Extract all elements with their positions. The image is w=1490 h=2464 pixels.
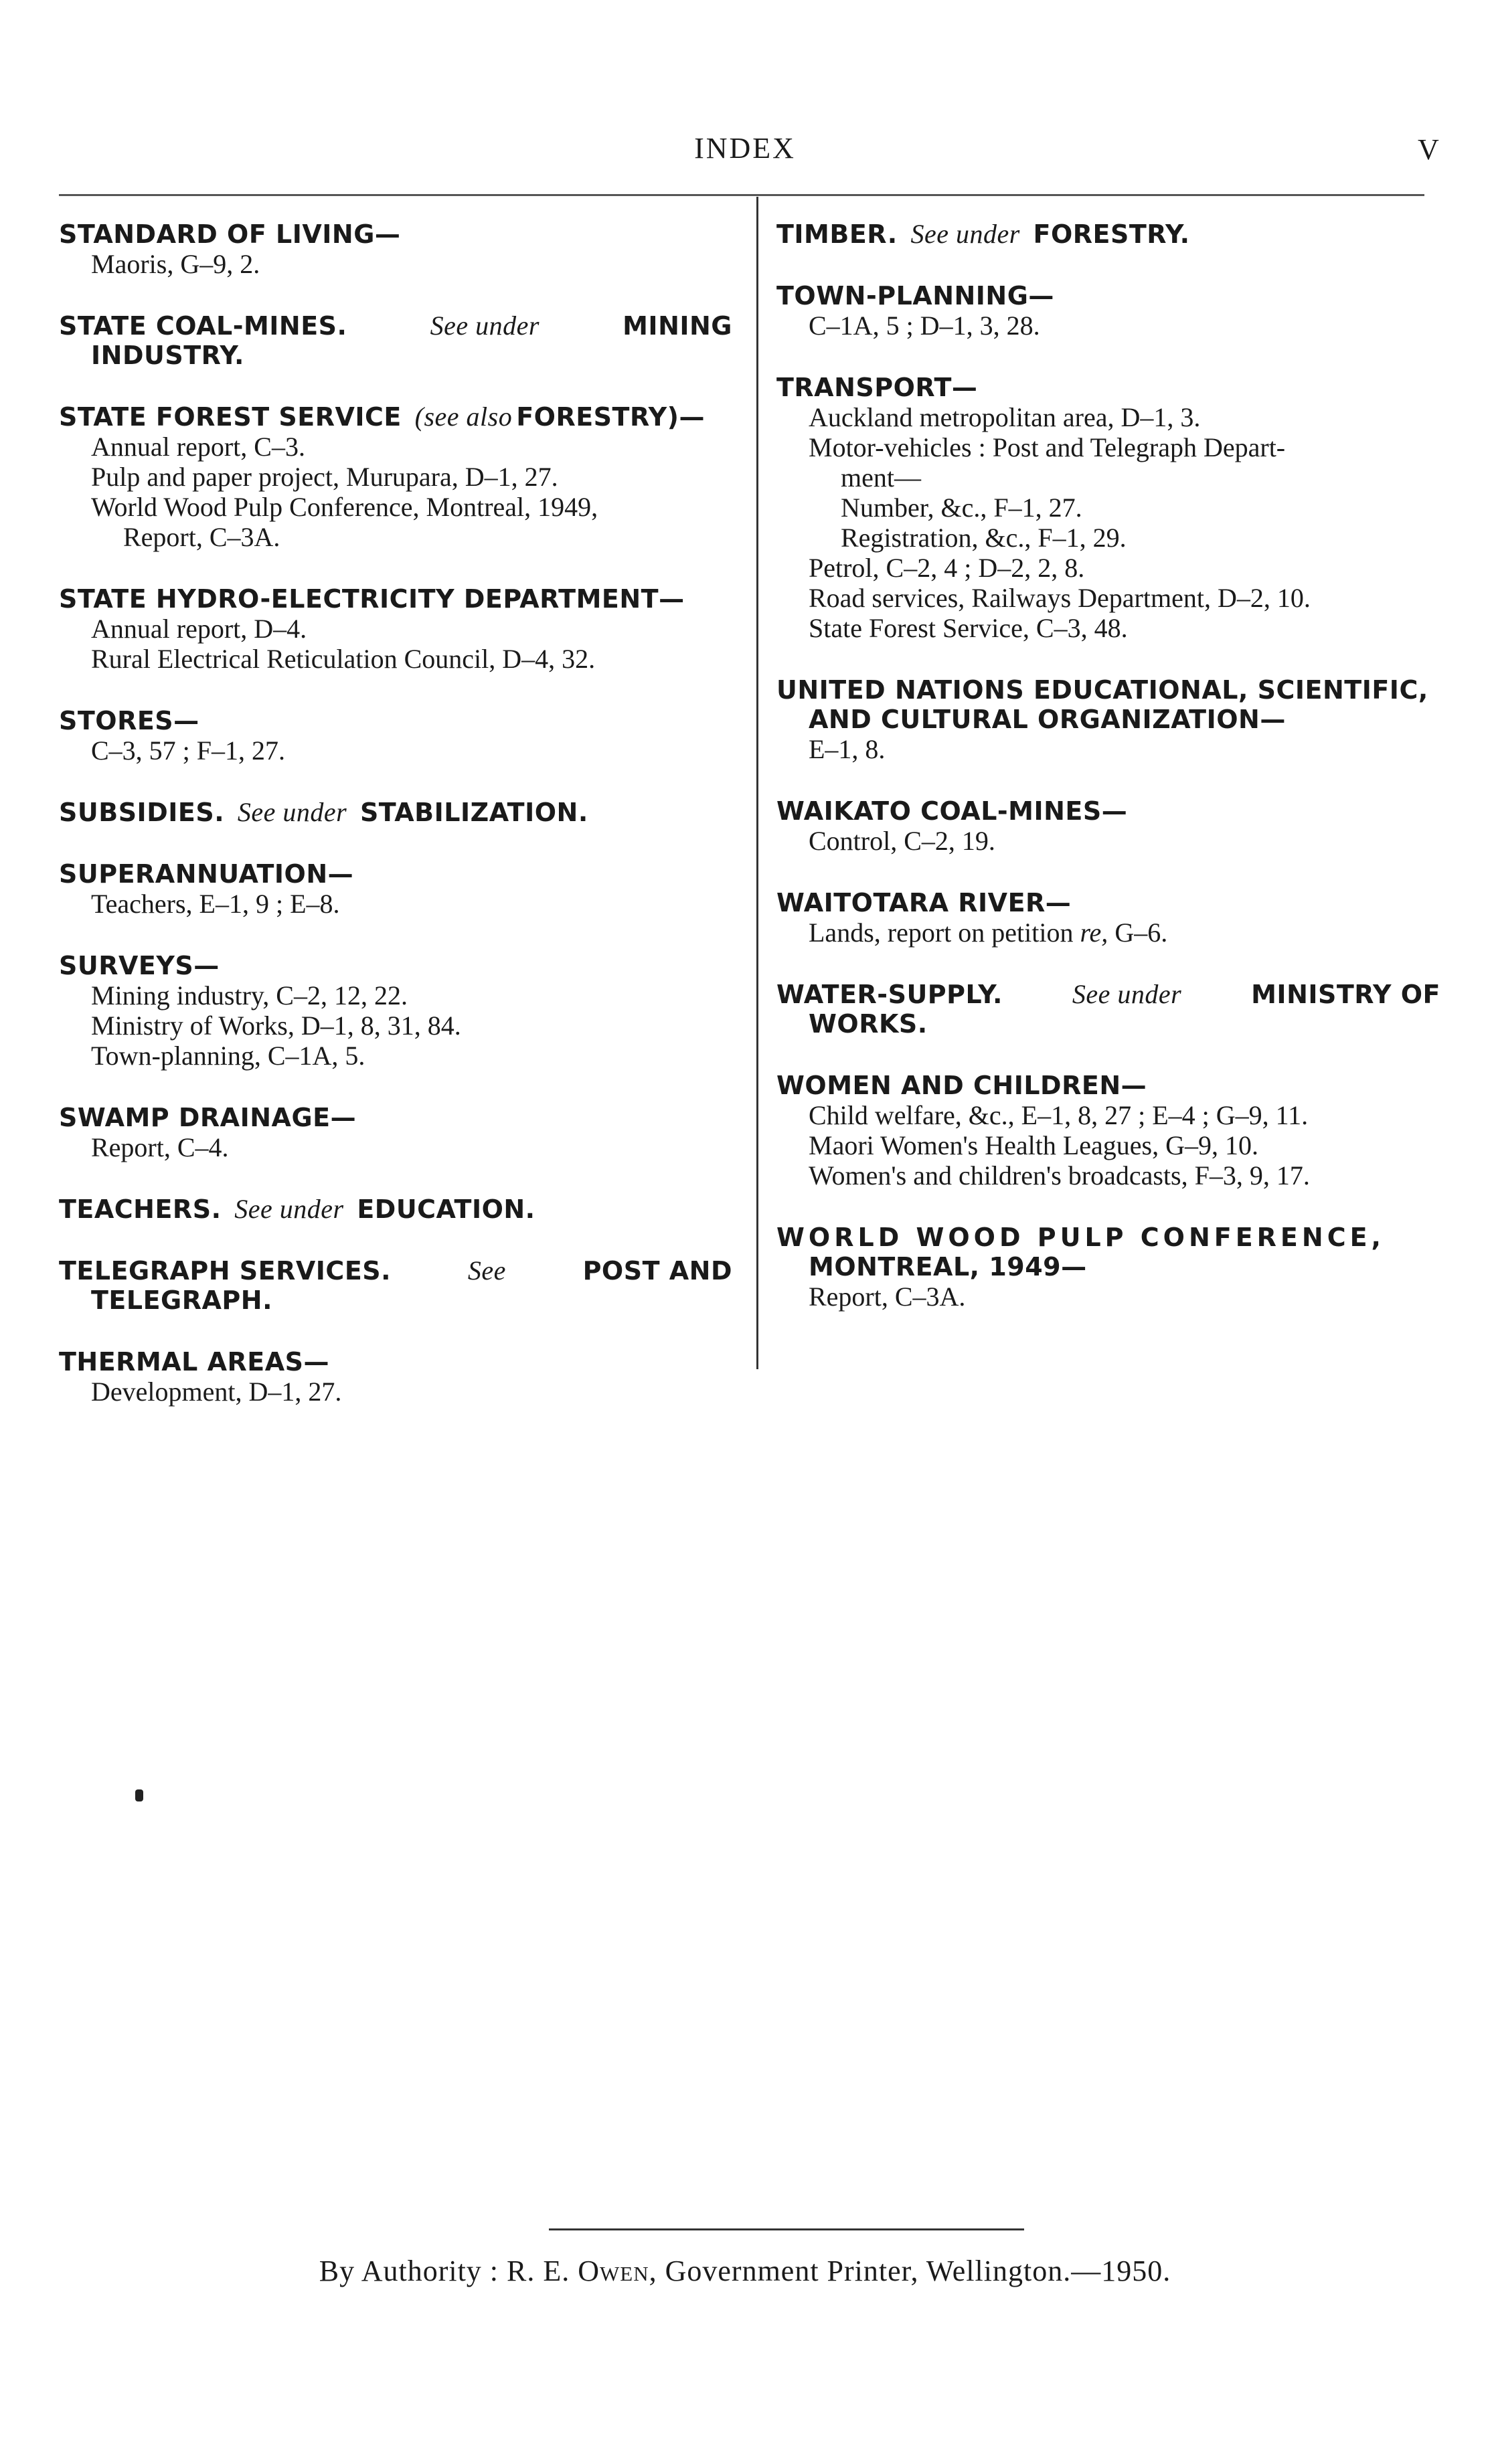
entry-heading: WAIKATO COAL-MINES— (776, 796, 1128, 826)
entry-heading (59, 402, 732, 432)
header-rule (59, 194, 1424, 196)
heading-text: MINISTRY OF (1251, 980, 1440, 1009)
heading-text: TEACHERS. (59, 1195, 222, 1224)
heading-text: TELEGRAPH SERVICES. (59, 1256, 392, 1286)
entry-heading-continued: WORKS. (809, 1009, 928, 1039)
entry-heading (59, 311, 732, 341)
entry-heading: WORLD WOOD PULP CONFERENCE, (776, 1223, 1385, 1252)
entry-subitem: C–1A, 5 ; D–1, 3, 28. (809, 311, 1040, 341)
subitem-text: G–6. (1114, 917, 1168, 948)
heading-text: POST AND (582, 1256, 732, 1286)
imprint-prefix: By Authority : (319, 2255, 499, 2287)
heading-text: STABILIZATION. (359, 798, 588, 827)
index-entry-teachers (59, 1195, 732, 1224)
entry-subitem-continued: ment— (841, 462, 921, 493)
index-entry-thermal-areas (59, 1347, 732, 1407)
index-entry-water-supply (776, 980, 1440, 1039)
entry-subitem: Petrol, C–2, 4 ; D–2, 2, 8. (809, 553, 1085, 583)
index-entry-state-hydro (59, 584, 732, 674)
footer-rule (549, 2228, 1024, 2230)
entry-subitem: Women's and children's broadcasts, F–3, 9, 17. (809, 1160, 1310, 1191)
ink-speck (135, 1789, 143, 1801)
column-divider (756, 197, 758, 1369)
entry-subitem: C–3, 57 ; F–1, 27. (91, 735, 286, 766)
entry-heading (59, 1195, 732, 1224)
left-column (59, 219, 732, 1439)
entry-subitem: State Forest Service, C–3, 48. (809, 613, 1128, 643)
heading-text: MINING (623, 311, 732, 341)
index-entry-world-wood-pulp-conference (776, 1223, 1440, 1312)
index-entry-superannuation (59, 859, 732, 919)
index-entry-state-forest-service (59, 402, 732, 552)
entry-heading: SWAMP DRAINAGE— (59, 1103, 357, 1132)
heading-text: FORESTRY. (1033, 219, 1190, 249)
cross-reference: See under (910, 219, 1020, 249)
cross-reference: See under (430, 311, 540, 341)
page-title: INDEX (694, 132, 796, 165)
heading-text: WATER-SUPPLY. (776, 980, 1003, 1009)
cross-reference: See under (1072, 979, 1182, 1009)
entry-heading: STANDARD OF LIVING— (59, 219, 401, 249)
entry-heading: TRANSPORT— (776, 373, 978, 402)
index-entry-women-and-children (776, 1071, 1440, 1191)
imprint-footer (0, 2254, 1490, 2288)
entry-subitem (776, 917, 1440, 948)
entry-subitem: Mining industry, C–2, 12, 22. (91, 980, 408, 1010)
entry-subitem: Child welfare, &c., E–1, 8, 27 ; E–4 ; G–9, 11. (809, 1100, 1309, 1130)
entry-heading (59, 798, 732, 827)
entry-heading-continued: TELEGRAPH. (91, 1286, 272, 1315)
subitem-italic: re, (1080, 917, 1108, 948)
entry-heading (776, 980, 1440, 1009)
entry-heading: SUPERANNUATION— (59, 859, 354, 889)
index-entry-surveys (59, 951, 732, 1071)
entry-heading: THERMAL AREAS— (59, 1347, 330, 1377)
index-entry-town-planning (776, 281, 1440, 341)
entry-subitem: Annual report, D–4. (91, 614, 307, 644)
entry-subitem: Annual report, C–3. (91, 432, 305, 462)
heading-text: SUBSIDIES. (59, 798, 225, 827)
index-entry-transport (776, 373, 1440, 643)
index-entry-timber (776, 219, 1440, 249)
entry-subitem: Auckland metropolitan area, D–1, 3. (809, 402, 1201, 432)
subitem-text: Lands, report on petition (809, 917, 1074, 948)
entry-subsubitem: Registration, &c., F–1, 29. (841, 523, 1127, 553)
heading-text: TIMBER. (776, 219, 898, 249)
entry-subitem: Rural Electrical Reticulation Council, D–4, 32. (91, 644, 596, 674)
index-entry-telegraph-services (59, 1256, 732, 1315)
entry-subitem: Development, D–1, 27. (91, 1377, 342, 1407)
entry-heading: STATE HYDRO-ELECTRICITY DEPARTMENT— (59, 584, 685, 614)
printer-name: R. E. Owen, (507, 2255, 657, 2287)
entry-heading: WOMEN AND CHILDREN— (776, 1071, 1147, 1100)
index-entry-stores (59, 706, 732, 766)
entry-heading: WAITOTARA RIVER— (776, 888, 1072, 917)
entry-subitem: E–1, 8. (809, 734, 886, 764)
cross-reference: See under (234, 1194, 344, 1224)
index-entry-state-coal-mines (59, 311, 732, 370)
index-entry-unesco (776, 675, 1440, 764)
cross-reference: See under (237, 797, 347, 827)
entry-subitem: Maoris, G–9, 2. (91, 249, 260, 279)
entry-subitem: Ministry of Works, D–1, 8, 31, 84. (91, 1010, 461, 1041)
entry-heading: TOWN-PLANNING— (776, 281, 1054, 311)
heading-text: EDUCATION. (357, 1195, 535, 1224)
cross-reference: See (467, 1255, 506, 1286)
entry-subitem-continued: Report, C–3A. (123, 522, 280, 552)
entry-subitem: Report, C–4. (91, 1132, 229, 1162)
entry-heading (59, 1256, 732, 1286)
entry-heading: STORES— (59, 706, 199, 735)
imprint-suffix: Government Printer, Wellington.—1950. (665, 2255, 1171, 2287)
index-entry-swamp-drainage (59, 1103, 732, 1162)
entry-heading (776, 219, 1440, 249)
index-entry-standard-of-living (59, 219, 732, 279)
entry-subitem: Pulp and paper project, Murupara, D–1, 27. (91, 462, 558, 492)
right-column (776, 219, 1440, 1344)
entry-subsubitem: Number, &c., F–1, 27. (841, 493, 1082, 523)
entry-subitem: Report, C–3A. (809, 1282, 966, 1312)
entry-subitem: Control, C–2, 19. (809, 826, 995, 856)
entry-heading: UNITED NATIONS EDUCATIONAL, SCIENTIFIC, (776, 675, 1428, 705)
heading-text: FORESTRY)— (516, 402, 706, 432)
entry-subitem: Maori Women's Health Leagues, G–9, 10. (809, 1130, 1258, 1160)
index-entry-waikato-coal-mines (776, 796, 1440, 856)
entry-subitem: Town-planning, C–1A, 5. (91, 1041, 365, 1071)
entry-heading-continued: MONTREAL, 1949— (809, 1252, 1087, 1282)
heading-text: STATE COAL-MINES. (59, 311, 347, 341)
entry-heading: SURVEYS— (59, 951, 220, 980)
cross-reference: (see also (414, 402, 513, 432)
entry-heading-continued: INDUSTRY. (91, 341, 244, 370)
heading-text: STATE FOREST SERVICE (59, 402, 402, 432)
index-entry-waitotara-river (776, 888, 1440, 948)
entry-subitem: World Wood Pulp Conference, Montreal, 1949, (91, 492, 598, 522)
entry-subitem: Teachers, E–1, 9 ; E–8. (91, 889, 340, 919)
entry-heading-continued: AND CULTURAL ORGANIZATION— (809, 705, 1286, 734)
index-entry-subsidies (59, 798, 732, 827)
entry-subitem: Road services, Railways Department, D–2, 10. (809, 583, 1311, 613)
page-number: V (1418, 133, 1439, 166)
entry-subitem: Motor-vehicles : Post and Telegraph Depart- (809, 432, 1286, 462)
